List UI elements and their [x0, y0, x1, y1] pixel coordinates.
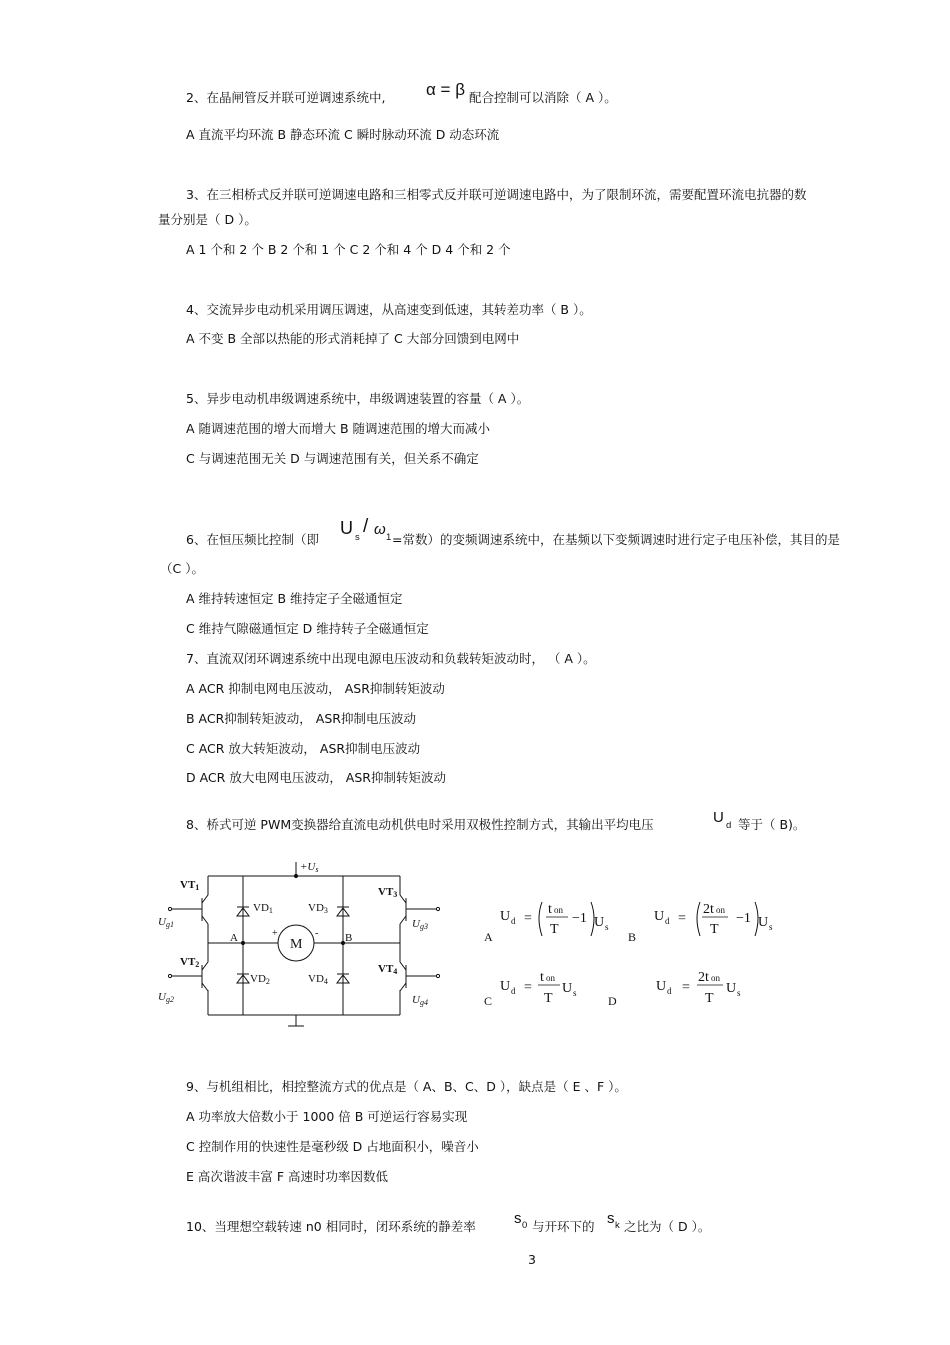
q7-option-b: B ACR抑制转矩波动， ASR抑制电压波动 [186, 711, 416, 726]
svg-text:Ug4: Ug4 [412, 994, 428, 1007]
option-d-den: T [705, 991, 714, 1006]
option-c-num: t [540, 970, 544, 985]
option-d-lhs: U [656, 979, 667, 994]
option-d-eq: = [682, 980, 690, 995]
label-vt2: VT [180, 956, 196, 968]
label-vt3: VT [378, 886, 394, 898]
label-vd2: VD [250, 973, 266, 985]
label-vt1: VT [180, 879, 196, 891]
svg-text:VD1: VD1 [253, 902, 273, 915]
bridge-circuit-diagram [150, 850, 450, 1040]
option-a-us: U [594, 915, 605, 930]
svg-text:VD3: VD3 [308, 902, 328, 915]
option-b-lhs: U [654, 909, 665, 924]
svg-text:VT1: VT1 [180, 879, 200, 892]
q8-stem-post: 等于（ B)。 [738, 817, 806, 832]
label-ug2: U [158, 991, 166, 1003]
page-number: 3 [528, 1252, 536, 1267]
q5-stem: 5、异步电动机串级调速系统中，串级调速装置的容量（ A ）。 [186, 391, 530, 406]
q10-s0-sub: 0 [522, 1220, 528, 1231]
label-ug3: U [412, 918, 420, 930]
label-motor: M [290, 937, 303, 952]
label-supply: +U [300, 861, 316, 873]
q9-options-1: A 功率放大倍数小于 1000 倍 B 可逆运行容易实现 [186, 1109, 468, 1124]
svg-text:on: on [554, 905, 563, 915]
option-b-eq: = [678, 911, 686, 926]
option-d-num: 2t [698, 970, 709, 985]
q10-sk: s [607, 1210, 615, 1227]
svg-text:s: s [573, 988, 577, 998]
q3-stem-line2: 量分别是（ D ）。 [158, 212, 257, 227]
svg-text:VD2: VD2 [250, 973, 270, 986]
svg-text:+Us: +Us [300, 861, 319, 874]
option-d-letter: D [608, 994, 617, 1008]
option-b-num: 2t [703, 902, 714, 917]
q6-formula-1: 1 [386, 532, 392, 543]
svg-text:on: on [711, 973, 720, 983]
q8-answer-formulas [478, 890, 788, 1020]
option-a-letter: A [484, 930, 493, 944]
q8-formula-u: U [713, 809, 724, 826]
option-a-den: T [550, 922, 559, 937]
label-vd1: VD [253, 902, 269, 914]
option-a-eq: = [524, 911, 532, 926]
q6-formula-u: U [340, 518, 353, 538]
label-node-a: A [230, 932, 238, 944]
option-b-den: T [710, 922, 719, 937]
q10-stem-mid: 与开环下的 [532, 1219, 595, 1234]
label-vd3: VD [308, 902, 324, 914]
q6-stem-line2: （C ）。 [160, 561, 204, 576]
svg-text:d: d [665, 916, 670, 926]
option-c-den: T [544, 991, 553, 1006]
option-b-us: U [758, 915, 769, 930]
q6-formula-slash: / [363, 516, 369, 537]
q2-stem-post: 配合控制可以消除（ A ）。 [469, 90, 617, 105]
label-vt4: VT [378, 963, 394, 975]
q2-stem-pre: 2、在晶闸管反并联可逆调速系统中, [186, 90, 386, 105]
svg-text:Ug1: Ug1 [158, 916, 174, 929]
q4-stem: 4、交流异步电动机采用调压调速，从高速变到低速，其转差功率（ B ）。 [186, 302, 592, 317]
q7-option-a: A ACR 抑制电网电压波动， ASR抑制转矩波动 [186, 681, 445, 696]
option-d-us: U [726, 981, 737, 996]
svg-text:VT3: VT3 [378, 886, 398, 899]
svg-text:VD4: VD4 [308, 973, 328, 986]
option-a-lhs: U [500, 909, 511, 924]
q10-stem-post: 之比为（ D ）。 [624, 1219, 711, 1234]
svg-text:d: d [511, 916, 516, 926]
q10-s0: s [514, 1210, 522, 1227]
q6-formula-omega: ω [374, 521, 386, 538]
q6-stem-post: =常数）的变频调速系统中，在基频以下变频调速时进行定子电压补偿，其目的是 [392, 532, 840, 547]
label-motor-minus: - [315, 928, 319, 939]
q7-stem: 7、直流双闭环调速系统中出现电源电压波动和负载转矩波动时， （ A ）。 [186, 651, 596, 666]
label-vd4: VD [308, 973, 324, 985]
q7-option-d: D ACR 放大电网电压波动， ASR抑制转矩波动 [186, 770, 446, 785]
q6-formula-s: s [355, 532, 360, 543]
q4-options: A 不变 B 全部以热能的形式消耗掉了 C 大部分回馈到电网中 [186, 331, 520, 346]
svg-text:on: on [546, 973, 555, 983]
label-ug1: U [158, 916, 166, 928]
svg-text:Ug2: Ug2 [158, 991, 174, 1004]
q6-options-1: A 维持转速恒定 B 维持定子全磁通恒定 [186, 591, 403, 606]
option-b-letter: B [628, 930, 637, 944]
svg-text:VT2: VT2 [180, 956, 200, 969]
q10-sk-sub: k [615, 1220, 620, 1231]
option-c-us: U [562, 981, 573, 996]
label-ug4: U [412, 994, 420, 1006]
svg-text:VT4: VT4 [378, 963, 398, 976]
label-node-b: B [345, 932, 353, 944]
q7-option-c: C ACR 放大转矩波动， ASR抑制电压波动 [186, 741, 421, 756]
q3-options: A 1 个和 2 个 B 2 个和 1 个 C 2 个和 4 个 D 4 个和 2 个 [186, 242, 511, 257]
q5-options-2: C 与调速范围无关 D 与调速范围有关，但关系不确定 [186, 451, 479, 466]
q8-formula-d: d [726, 820, 732, 831]
q2-formula: α = β [426, 80, 465, 99]
q6-stem-pre: 6、在恒压频比控制（即 [186, 532, 319, 547]
svg-text:s: s [769, 922, 773, 932]
label-motor-plus: + [272, 928, 278, 939]
q8-stem-pre: 8、桥式可逆 PWM变换器给直流电动机供电时采用双极性控制方式，其输出平均电压 [186, 817, 654, 832]
q2-options: A 直流平均环流 B 静态环流 C 瞬时脉动环流 D 动态环流 [186, 127, 500, 142]
q9-stem: 9、与机组相比，相控整流方式的优点是（ A、B、C、D ），缺点是（ E 、F ）。 [186, 1079, 627, 1094]
option-c-letter: C [484, 994, 493, 1008]
option-a-tail: −1 [572, 911, 587, 926]
svg-text:s: s [605, 922, 609, 932]
svg-text:d: d [511, 986, 516, 996]
option-c-eq: = [524, 980, 532, 995]
option-c-lhs: U [500, 979, 511, 994]
q9-options-2: C 控制作用的快速性是毫秒级 D 占地面积小，噪音小 [186, 1139, 479, 1154]
q10-stem-pre: 10、当理想空载转速 n0 相同时，闭环系统的静差率 [186, 1219, 476, 1234]
svg-text:s: s [737, 988, 741, 998]
option-a-num: t [548, 902, 552, 917]
svg-text:on: on [716, 905, 725, 915]
option-b-tail: −1 [736, 911, 751, 926]
svg-text:Ug3: Ug3 [412, 918, 428, 931]
q6-options-2: C 维持气隙磁通恒定 D 维持转子全磁通恒定 [186, 621, 429, 636]
q5-options-1: A 随调速范围的增大而增大 B 随调速范围的增大而减小 [186, 421, 491, 436]
q3-stem-line1: 3、在三相桥式反并联可逆调速电路和三相零式反并联可逆调速电路中，为了限制环流，需要配置环流电抗器的数 [186, 187, 807, 202]
q9-options-3: E 高次谐波丰富 F 高速时功率因数低 [186, 1169, 389, 1184]
svg-text:d: d [667, 986, 672, 996]
